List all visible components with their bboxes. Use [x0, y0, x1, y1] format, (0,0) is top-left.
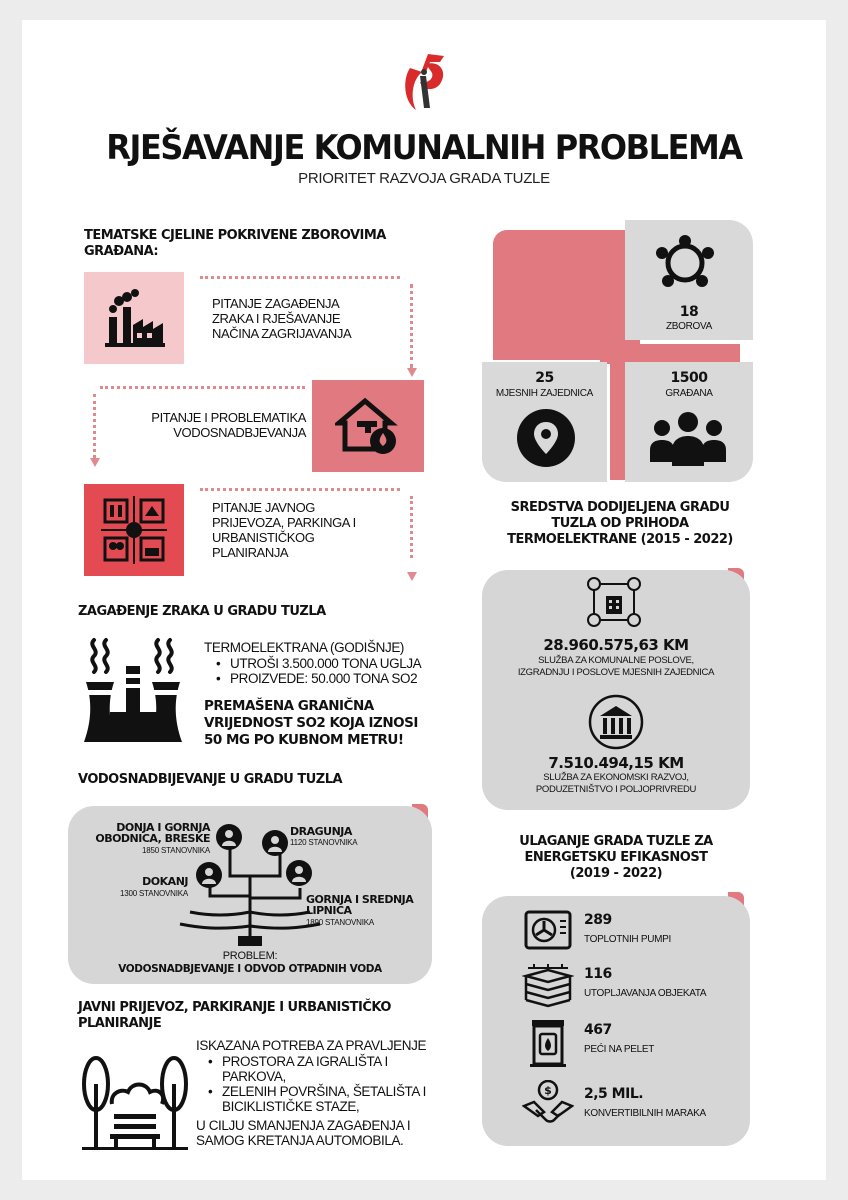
stat-gradjana-value: 1500 [670, 370, 708, 386]
person-node-icon [196, 862, 222, 888]
theme-water-box [312, 380, 424, 472]
water-node-4-name: GORNJA I SREDNJA LIPNICA [306, 893, 414, 917]
theme-3-label: PITANJE JAVNOG PRIJEVOZA, PARKINGA I URBANISTIČKOG PLANIRANJA [212, 500, 356, 560]
money-handshake-icon [522, 1080, 574, 1126]
page-subtitle: PRIORITET RAZVOJA GRADA TUZLE [298, 170, 550, 187]
urban-planning-icon [99, 496, 169, 564]
transport-intro: ISKAZANA POTREBA ZA PRAVLJENJE [196, 1038, 427, 1053]
air-bullet: • PROIZVEDE: 50.000 TONA SO2 [230, 671, 460, 686]
insulation-icon [522, 964, 574, 1008]
pellet-stove-icon [526, 1018, 570, 1068]
water-problem-text: VODOSNADBJEVANJE I ODVOD OTPADNIH VODA [118, 963, 382, 975]
air-heading: ZAGAĐENJE ZRAKA U GRADU TUZLA [78, 604, 326, 619]
transport-outro: U CILJU SMANJENJA ZAGAĐENJA I SAMOG KRETANJA AUTOMOBILA. [196, 1118, 411, 1148]
water-node-1-name: DONJA I GORNJA OBODNICA, BRESKE [95, 821, 210, 845]
funds-heading: SREDSTVA DODIJELJENA GRADU TUZLA OD PRIHODA TERMOELEKTRANE (2015 - 2022) [507, 500, 733, 547]
stat-mjesnih-value: 25 [535, 370, 554, 386]
water-node-2-name: DRAGUNJA [290, 825, 352, 838]
theme-1-label: PITANJE ZAGAĐENJA ZRAKA I RJEŠAVANJE NAČINA ZAGRIJAVANJA [212, 296, 352, 341]
funds-amount-1: 28.960.575,63 KM [543, 636, 689, 654]
transport-bullet: • ZELENIH POVRŠINA, ŠETALIŠTA I BICIKLISTIČKE STAZE, [222, 1084, 432, 1114]
air-warning: PREMAŠENA GRANIČNA VRIJEDNOST SO2 KOJA IZNOSI 50 MG PO KUBNOM METRU! [204, 698, 418, 748]
stat-zborova-label: ZBOROVA [665, 321, 713, 332]
funds-desc-1: SLUŽBA ZA KOMUNALNE POSLOVE, IZGRADNJU I POSLOVE MJESNIH ZAJEDNICA [517, 655, 715, 678]
air-bullet-list [230, 656, 460, 686]
energy-3-label: PEĆI NA PELET [584, 1044, 655, 1055]
themes-heading: TEMATSKE CJELINE POKRIVENE ZBOROVIMA GRAĐANA: [84, 228, 386, 259]
transport-heading: JAVNI PRIJEVOZ, PARKIRANJE I URBANISTIČKO PLANIRANJE [78, 1000, 391, 1031]
park-bench-icon [80, 1054, 190, 1150]
energy-3-value: 467 [584, 1022, 612, 1038]
bank-icon [588, 694, 644, 750]
air-bullet: • UTROŠI 3.500.000 TONA UGLJA [230, 656, 460, 671]
person-node-icon [262, 830, 288, 856]
people-group-icon [648, 408, 728, 468]
location-pin-icon [516, 408, 576, 468]
water-node-2-pop: 1120 STANOVNIKA [290, 838, 358, 847]
factory-icon [99, 287, 169, 349]
svg-text:$: $ [544, 1084, 552, 1097]
energy-1-value: 289 [584, 912, 612, 928]
city-network-icon [584, 576, 644, 628]
party-logo [400, 50, 450, 114]
funds-amount-2: 7.510.494,15 KM [548, 754, 684, 772]
water-heading: VODOSNADBIJEVANJE U GRADU TUZLA [78, 772, 343, 787]
house-water-icon [335, 395, 401, 457]
air-source: TERMOELEKTRANA (GODIŠNJE) [204, 640, 405, 655]
person-node-icon [216, 824, 242, 850]
heat-pump-icon [524, 910, 572, 952]
stat-zborova-value: 18 [679, 304, 699, 320]
water-node-4-pop: 1890 STANOVNIKA [306, 918, 374, 927]
circle-people-icon [653, 234, 717, 292]
stat-mjesnih-label: MJESNIH ZAJEDNICA [495, 388, 594, 399]
theme-factory-box [84, 272, 184, 364]
page-title: RJEŠAVANJE KOMUNALNIH PROBLEMA [106, 128, 742, 168]
stat-gradjana-label: GRAĐANA [665, 388, 713, 399]
water-node-3-name: DOKANJ [142, 875, 188, 888]
water-node-3-pop: 1300 STANOVNIKA [120, 889, 188, 898]
water-node-1-pop: 1850 STANOVNIKA [142, 846, 210, 855]
funds-desc-2: SLUŽBA ZA EKONOMSKI RAZVOJ, PODUZETNIŠTVO I POLJOPRIVREDU [535, 772, 697, 795]
water-problem-label: PROBLEM: [222, 950, 278, 962]
theme-2-label: PITANJE I PROBLEMATIKA VODOSNADBJEVANJA [151, 410, 306, 440]
energy-2-value: 116 [584, 966, 612, 982]
transport-bullet: • PROSTORA ZA IGRALIŠTA I PARKOVA, [222, 1054, 432, 1084]
theme-urban-box [84, 484, 184, 576]
energy-4-value: 2,5 MIL. [584, 1086, 644, 1102]
power-plant-icon [80, 636, 190, 744]
energy-2-label: UTOPLJAVANJA OBJEKATA [584, 988, 707, 999]
person-node-icon [286, 860, 312, 886]
energy-4-label: KONVERTIBILNIH MARAKA [584, 1108, 706, 1119]
transport-bullet-list [222, 1054, 432, 1114]
energy-1-label: TOPLOTNIH PUMPI [584, 934, 671, 945]
energy-heading: ULAGANJE GRADA TUZLE ZA ENERGETSKU EFIKASNOST (2019 - 2022) [519, 834, 713, 881]
